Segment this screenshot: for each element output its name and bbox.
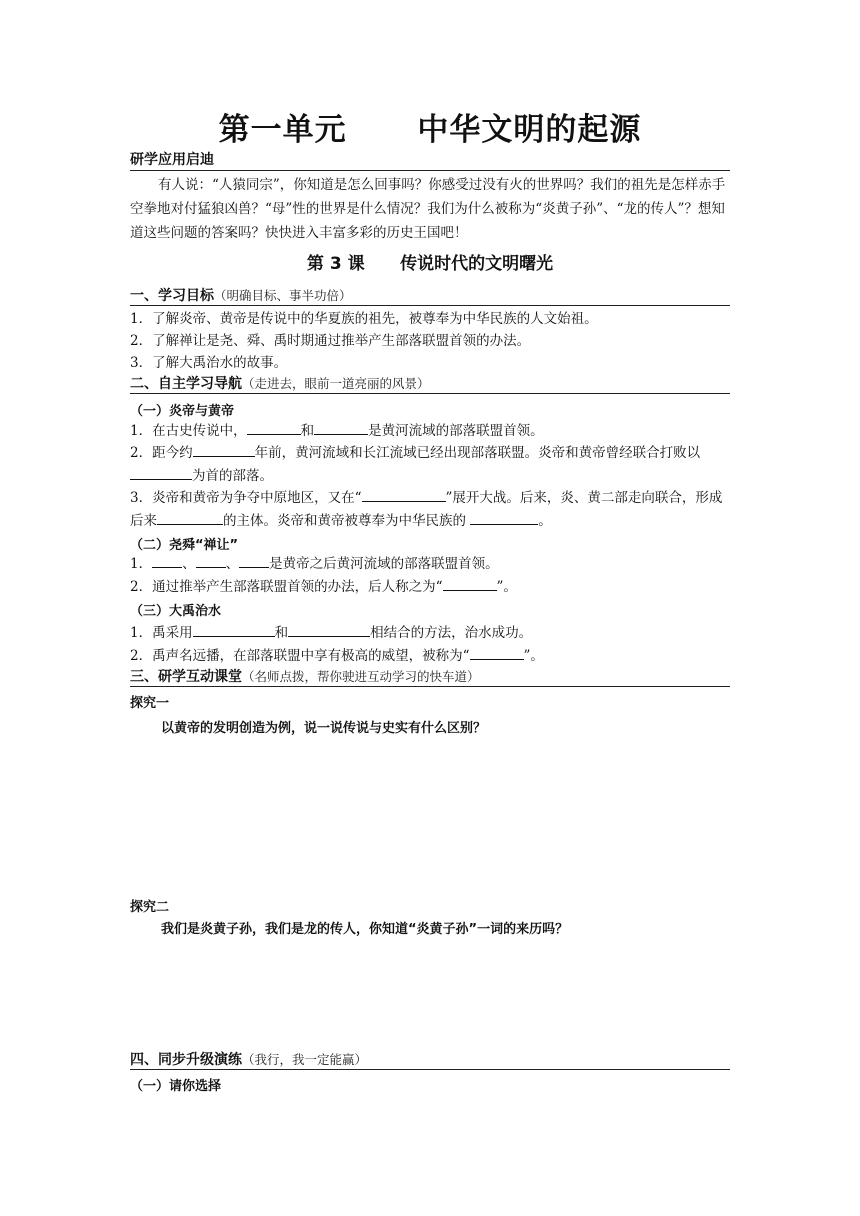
part2-heading: （二）尧舜“禅让” bbox=[130, 538, 239, 553]
explore1-question: 以黄帝的发明创造为例，说一说传说与史实有什么区别？ bbox=[161, 721, 487, 736]
section4-part1-heading: （一）请你选择 bbox=[130, 1079, 222, 1094]
unit-title: 第一单元 中华文明的起源 bbox=[218, 112, 642, 148]
answer-blank[interactable] bbox=[314, 420, 368, 435]
fill-question-3-1: 1．禹采用 和 相结合的方法，治水成功。 bbox=[130, 622, 730, 644]
section2-note: （走进去，眼前一道亮丽的风景） bbox=[242, 376, 430, 391]
section2-heading: 二、自主学习导航 bbox=[130, 376, 242, 392]
fill-question-3-2: 2．禹声名远播，在部落联盟中享有极高的威望，被称为“ ”。 bbox=[130, 645, 730, 667]
answer-blank[interactable] bbox=[130, 465, 192, 480]
section4-heading: 四、同步升级演练 bbox=[130, 1052, 242, 1068]
objective-1: 1．了解炎帝、黄帝是传说中的华夏族的祖先，被尊奉为中华民族的人文始祖。 bbox=[130, 311, 598, 327]
explore1-label: 探究一 bbox=[130, 696, 170, 711]
answer-blank[interactable] bbox=[247, 420, 301, 435]
objective-3: 3．了解大禹治水的故事。 bbox=[130, 355, 288, 371]
answer-blank[interactable] bbox=[239, 553, 269, 568]
answer-blank[interactable] bbox=[193, 622, 275, 637]
answer-blank[interactable] bbox=[157, 510, 223, 525]
fill-question-1-3: 3．炎帝和黄帝为争夺中原地区，又在“ ”展开大战。后来，炎、黄二部走向联合，形成后来 的主体。炎帝和黄帝被尊奉为中华民族的 。 bbox=[130, 487, 730, 533]
lesson-title: 第 3 课 传说时代的文明曙光 bbox=[306, 254, 554, 274]
explore2-question: 我们是炎黄子孙，我们是龙的传人，你知道“炎黄子孙”一词的来历吗？ bbox=[161, 922, 569, 937]
section4-note: （我行，我一定能赢） bbox=[242, 1052, 368, 1067]
section3-heading-bar bbox=[130, 667, 730, 687]
section3-heading: 三、研学互动课堂 bbox=[130, 669, 242, 685]
answer-blank[interactable] bbox=[470, 645, 524, 660]
answer-blank[interactable] bbox=[288, 622, 370, 637]
intro-heading-bar bbox=[130, 151, 730, 171]
part1-heading: （一）炎帝与黄帝 bbox=[130, 404, 235, 419]
explore2-label: 探究二 bbox=[130, 900, 170, 915]
section1-note: （明确目标、事半功倍） bbox=[214, 288, 352, 303]
intro-heading: 研学应用启迪 bbox=[130, 152, 214, 168]
section3-note: （名师点拨，帮你驶进互动学习的快车道） bbox=[242, 669, 480, 684]
section2-heading-bar bbox=[130, 374, 730, 394]
section1-heading-bar bbox=[130, 286, 730, 306]
answer-blank[interactable] bbox=[152, 553, 182, 568]
section1-heading: 一、学习目标 bbox=[130, 288, 214, 304]
answer-blank[interactable] bbox=[196, 553, 226, 568]
objective-2: 2．了解禅让是尧、舜、禹时期通过推举产生部落联盟首领的办法。 bbox=[130, 333, 531, 349]
answer-blank[interactable] bbox=[193, 442, 255, 457]
fill-question-2-1: 1． 、 、 是黄帝之后黄河流域的部落联盟首领。 bbox=[130, 553, 730, 575]
fill-question-1-1: 1．在古史传说中， 和 是黄河流域的部落联盟首领。 bbox=[130, 420, 730, 442]
intro-paragraph: 有人说：“人猿同宗”，你知道是怎么回事吗？你感受过没有火的世界吗？我们的祖先是怎样赤手空拳地对付猛狼凶兽？“母”性的世界是什么情况？我们为什么被称为“炎黄子孙”、“龙的传人”？想知道这些问题的答案吗？快快进入丰富多彩的历史王国吧！ bbox=[130, 177, 726, 241]
fill-question-1-2: 2．距今约 年前，黄河流域和长江流域已经出现部落联盟。炎帝和黄帝曾经联合打败以为首的部落。 bbox=[130, 442, 730, 488]
answer-blank[interactable] bbox=[362, 487, 446, 502]
answer-blank[interactable] bbox=[470, 510, 538, 525]
answer-blank[interactable] bbox=[443, 576, 497, 591]
part3-heading: （三）大禹治水 bbox=[130, 604, 222, 619]
section4-heading-bar bbox=[130, 1050, 730, 1070]
fill-question-2-2: 2．通过推举产生部落联盟首领的办法，后人称之为“ ”。 bbox=[130, 576, 730, 598]
